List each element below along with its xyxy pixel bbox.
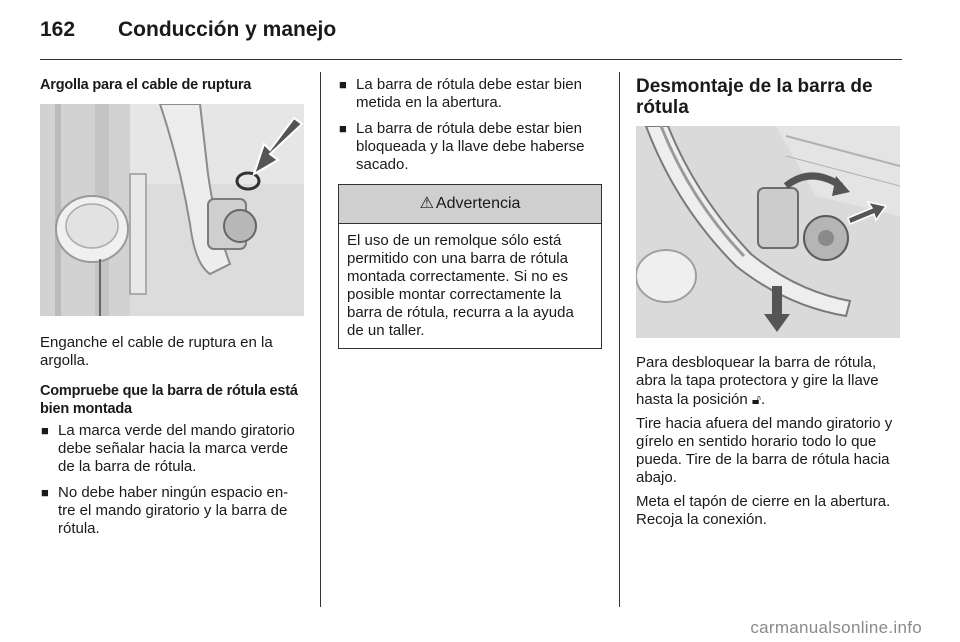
page-title: Conducción y manejo — [118, 18, 337, 41]
warning-triangle-icon: ⚠ — [419, 195, 434, 212]
list-item: ■ La marca verde del mando giratorio debe señalar hacia la marca verde de la barra de rótula. — [41, 422, 295, 475]
list-item: ■ No debe haber ningún espacio en-tre el mando giratorio y la barra de rótula. — [41, 484, 289, 537]
section-heading-check-mounting: Compruebe que la barra de rótula está bien montada — [40, 383, 298, 417]
paragraph-pull-knob: Tire hacia afuera del mando giratorio y gírelo en sentido horario todo lo que pueda. Tire de la barra de rótula hacia abajo. — [636, 415, 893, 486]
key-unlocked-icon: 🔓︎ — [751, 391, 761, 407]
bullet-icon: ■ — [339, 77, 347, 92]
bullet-icon: ■ — [41, 485, 49, 500]
header-divider — [40, 59, 902, 60]
bullet-icon: ■ — [339, 121, 347, 136]
paragraph-hook-cable: Enganche el cable de ruptura en la argolla. — [40, 334, 273, 369]
column-2 — [338, 76, 602, 349]
warning-header — [339, 185, 601, 224]
column-divider-1 — [320, 72, 321, 607]
warning-box — [338, 184, 602, 349]
paragraph-insert-plug: Meta el tapón de cierre en la abertura. Recoja la conexión. — [636, 493, 891, 528]
column-1 — [40, 76, 304, 546]
watermark: carmanualsonline.info — [750, 618, 922, 637]
break-cable-eyelet-photo — [40, 104, 304, 316]
bullet-icon: ■ — [41, 423, 49, 438]
page-header — [40, 16, 902, 60]
section-heading-break-cable: Argolla para el cable de ruptura — [40, 77, 252, 93]
warning-text: El uso de un remolque sólo está permitido con una barra de rótula montada correctamente. Si no es posible montar correctamente la barra de rótula, recurra a la ayuda de un taller. — [347, 232, 574, 339]
column-3 — [636, 76, 902, 529]
page-number: 162 — [40, 18, 76, 41]
check-list — [40, 422, 304, 538]
list-item: ■ La barra de rótula debe estar bien bloqueada y la llave debe haberse sacado. — [339, 120, 585, 173]
section-heading-removal: Desmontaje de la barra de rótula — [636, 76, 873, 118]
tow-bar-removal-photo — [636, 126, 900, 338]
list-item: ■ La barra de rótula debe estar bien metida en la abertura. — [339, 76, 582, 111]
paragraph-unlock: Para desbloquear la barra de rótula, abra la tapa protectora y gire la llave hasta la posición 🔓︎. — [636, 354, 879, 408]
column-divider-2 — [619, 72, 620, 607]
warning-title: Advertencia — [435, 195, 521, 212]
check-list-continued — [338, 76, 602, 174]
